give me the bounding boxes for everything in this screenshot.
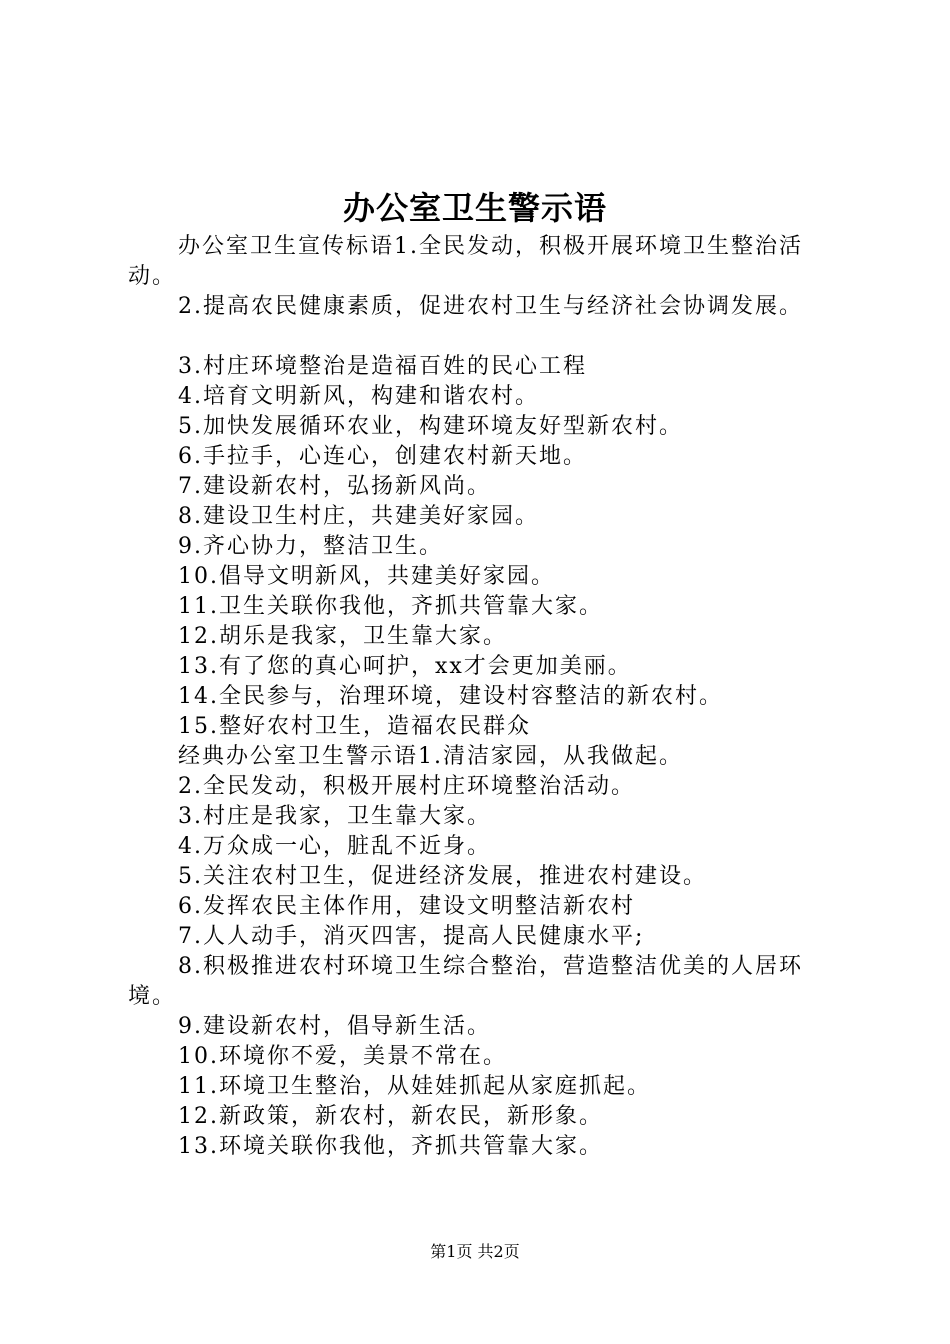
list-item: 3.村庄是我家，卫生靠大家。 (178, 804, 491, 829)
section-heading-classic: 经典办公室卫生警示语1.清洁家园，从我做起。 (178, 744, 683, 769)
list-item: 4.培育文明新风，构建和谐农村。 (178, 384, 539, 409)
list-item: 12.新政策，新农村，新农民，新形象。 (178, 1104, 603, 1129)
list-item: 6.手拉手，心连心，创建农村新天地。 (178, 444, 587, 469)
slogan-list-1 (128, 352, 840, 952)
list-item: 14.全民参与，治理环境，建设村容整洁的新农村。 (178, 684, 723, 709)
list-item: 2.全民发动，积极开展村庄环境整治活动。 (178, 774, 635, 799)
blank-line (128, 322, 840, 352)
paragraph-intro: 办公室卫生宣传标语1.全民发动，积极开展环境卫生整治活动。 (128, 234, 803, 289)
document-body (128, 232, 840, 1162)
list-item: 12.胡乐是我家，卫生靠大家。 (178, 624, 507, 649)
list-item: 13.环境关联你我他，齐抓共管靠大家。 (178, 1134, 603, 1159)
list-item: 11.环境卫生整治，从娃娃抓起从家庭抓起。 (178, 1074, 651, 1099)
list-item: 5.加快发展循环农业，构建环境友好型新农村。 (178, 414, 683, 439)
slogan-list-2 (128, 1012, 840, 1162)
list-item: 15.整好农村卫生，造福农民群众 (178, 714, 531, 739)
paragraph-item-8: 8.积极推进农村环境卫生综合整治，营造整洁优美的人居环境。 (128, 954, 803, 1009)
list-item: 7.人人动手，消灭四害，提高人民健康水平; (178, 924, 645, 949)
list-item: 13.有了您的真心呵护，xx才会更加美丽。 (178, 654, 632, 679)
list-item: 4.万众成一心，脏乱不近身。 (178, 834, 491, 859)
list-item: 9.建设新农村，倡导新生活。 (178, 1014, 491, 1039)
list-item: 8.建设卫生村庄，共建美好家园。 (178, 504, 539, 529)
page-footer: 第1页 共2页 (430, 1242, 520, 1261)
list-item: 5.关注农村卫生，促进经济发展，推进农村建设。 (178, 864, 707, 889)
list-item: 3.村庄环境整治是造福百姓的民心工程 (178, 354, 587, 379)
list-item: 11.卫生关联你我他，齐抓共管靠大家。 (178, 594, 603, 619)
list-item: 9.齐心协力，整洁卫生。 (178, 534, 443, 559)
paragraph-item-2: 2.提高农民健康素质，促进农村卫生与经济社会协调发展。 (178, 294, 803, 319)
list-item: 10.环境你不爱，美景不常在。 (178, 1044, 507, 1069)
list-item: 10.倡导文明新风，共建美好家园。 (178, 564, 555, 589)
list-item: 6.发挥农民主体作用，建设文明整洁新农村 (178, 894, 635, 919)
list-item: 7.建设新农村，弘扬新风尚。 (178, 474, 491, 499)
page-title: 办公室卫生警示语 (342, 189, 607, 227)
